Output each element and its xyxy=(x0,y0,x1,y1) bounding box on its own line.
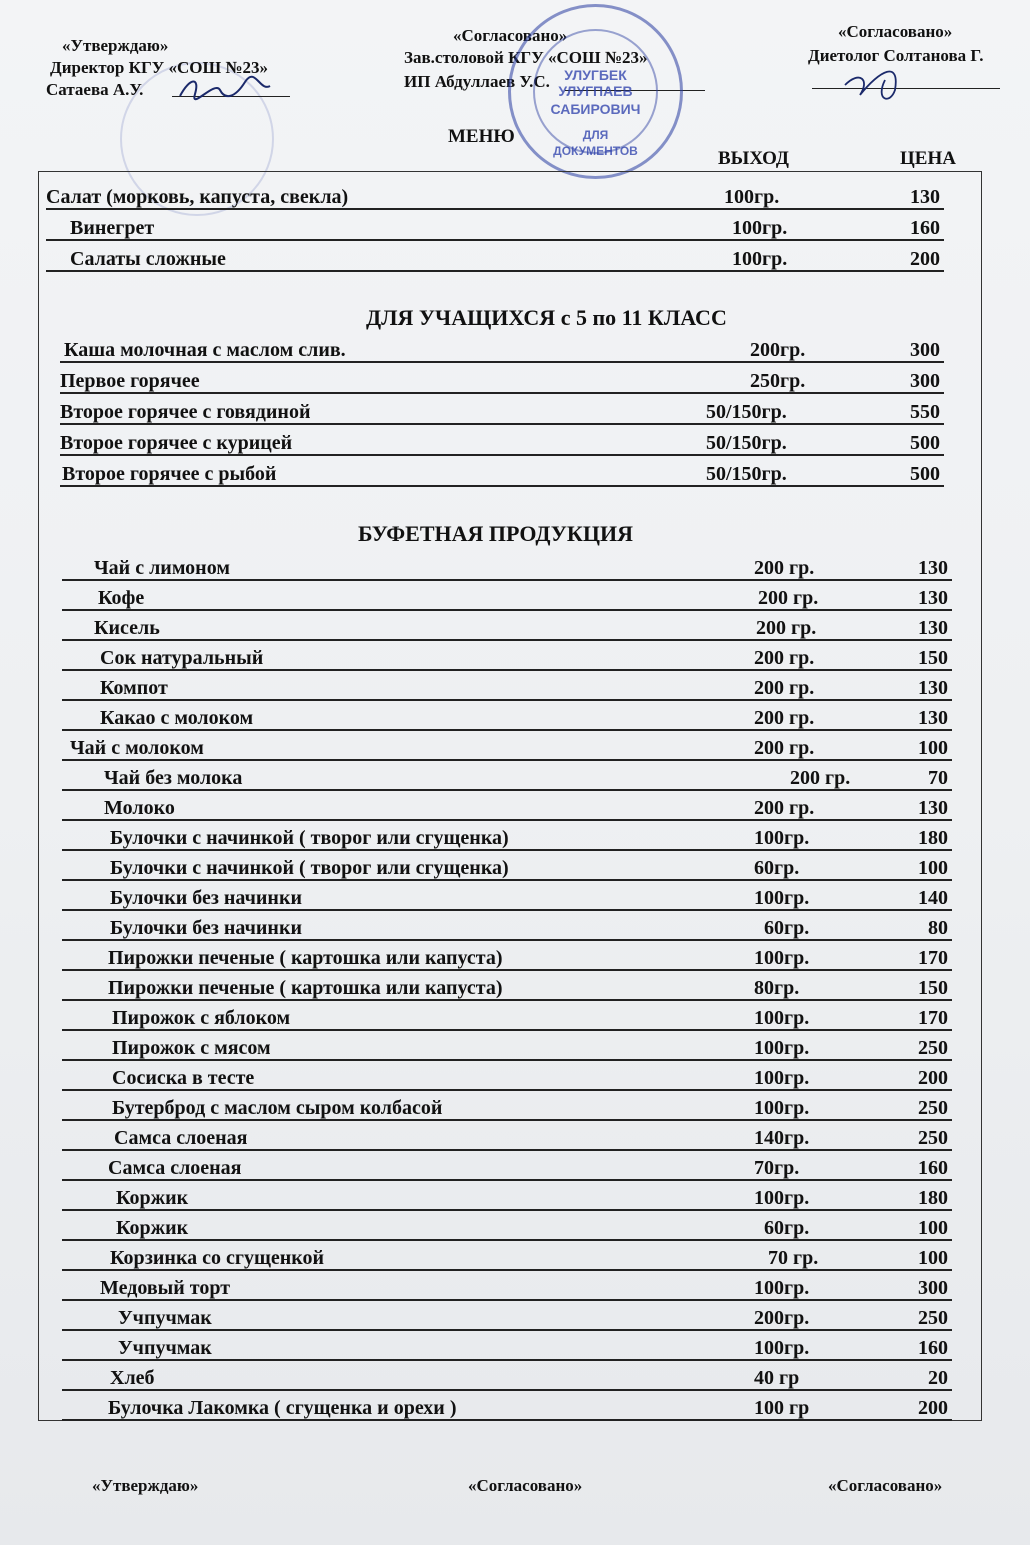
item-price: 200 xyxy=(918,1397,948,1419)
item-name: Винегрет xyxy=(70,217,155,239)
item-name: Чай без молока xyxy=(104,767,243,789)
item-price: 170 xyxy=(918,1007,948,1029)
item-price: 300 xyxy=(910,339,940,361)
item-name: Учпучмак xyxy=(118,1307,212,1329)
item-weight: 200 гр. xyxy=(754,737,815,759)
item-price: 20 xyxy=(928,1367,948,1389)
item-price: 300 xyxy=(918,1277,948,1299)
item-weight: 100гр. xyxy=(754,1007,810,1029)
item-price: 100 xyxy=(918,737,948,759)
item-weight: 100 гр xyxy=(754,1397,810,1419)
menu-row xyxy=(62,791,952,821)
item-weight: 200 гр. xyxy=(758,587,819,609)
item-weight: 140гр. xyxy=(754,1127,810,1149)
item-weight: 60гр. xyxy=(754,857,800,879)
item-weight: 200гр. xyxy=(754,1307,810,1329)
dietitian-signature xyxy=(840,50,920,110)
item-name: Пирожок с мясом xyxy=(112,1037,271,1059)
item-weight: 100гр. xyxy=(732,248,788,270)
item-name: Салат (морковь, капуста, свекла) xyxy=(46,186,349,208)
menu-row xyxy=(46,242,944,272)
footer-approve: «Утверждаю» xyxy=(92,1476,199,1495)
menu-title: МЕНЮ xyxy=(448,126,515,147)
buffet-section-title: БУФЕТНАЯ ПРОДУКЦИЯ xyxy=(358,521,633,546)
students-section-title: ДЛЯ УЧАЩИХСЯ с 5 по 11 КЛАСС xyxy=(366,305,727,330)
item-weight: 200 гр. xyxy=(754,677,815,699)
item-price: 130 xyxy=(918,707,948,729)
menu-row xyxy=(62,1031,952,1061)
approve-block xyxy=(62,36,168,56)
item-name: Чай с лимоном xyxy=(94,557,230,579)
item-price: 70 xyxy=(928,767,948,789)
item-name: Кисель xyxy=(94,617,160,639)
item-price: 130 xyxy=(918,617,948,639)
item-weight: 250гр. xyxy=(750,370,806,392)
menu-row xyxy=(62,1211,952,1241)
item-weight: 100гр. xyxy=(754,1037,810,1059)
item-weight: 100гр. xyxy=(754,1067,810,1089)
item-name: Второе горячее с говядиной xyxy=(60,401,311,423)
item-price: 500 xyxy=(910,432,940,454)
dietitian: Диетолог Солтанова Г. xyxy=(808,46,984,65)
item-weight: 50/150гр. xyxy=(706,463,787,485)
item-price: 160 xyxy=(910,217,940,239)
item-price: 100 xyxy=(918,857,948,879)
item-price: 250 xyxy=(918,1097,948,1119)
item-price: 160 xyxy=(918,1157,948,1179)
agreed-title-right: «Согласовано» xyxy=(838,22,953,41)
menu-row xyxy=(62,1151,952,1181)
item-name: Самса слоеная xyxy=(108,1157,242,1179)
item-price: 180 xyxy=(918,1187,948,1209)
item-price: 550 xyxy=(910,401,940,423)
menu-row xyxy=(62,611,952,641)
item-weight: 200гр. xyxy=(750,339,806,361)
menu-row xyxy=(62,551,952,581)
item-weight: 100гр. xyxy=(754,1277,810,1299)
item-price: 250 xyxy=(918,1037,948,1059)
item-weight: 200 гр. xyxy=(754,797,815,819)
item-weight: 40 гр xyxy=(754,1367,800,1389)
item-weight: 100гр. xyxy=(732,217,788,239)
item-weight: 100гр. xyxy=(754,1337,810,1359)
menu-row xyxy=(62,1391,952,1421)
agreed-title-center: «Согласовано» xyxy=(453,26,568,45)
footer-agreed-right: «Согласовано» xyxy=(828,1476,943,1495)
menu-row xyxy=(62,1121,952,1151)
menu-row xyxy=(62,851,952,881)
menu-row xyxy=(62,1001,952,1031)
item-name: Пирожок с яблоком xyxy=(112,1007,291,1029)
item-weight: 80гр. xyxy=(754,977,800,999)
canteen-head-name: ИП Абдуллаев У.С. xyxy=(404,72,550,91)
menu-row xyxy=(46,180,944,210)
menu-row xyxy=(62,701,952,731)
approve-director: Директор КГУ «СОШ №23» xyxy=(50,58,268,77)
item-price: 200 xyxy=(910,248,940,270)
item-weight: 100гр. xyxy=(754,827,810,849)
item-price: 100 xyxy=(918,1247,948,1269)
item-name: Бутерброд с маслом сыром колбасой xyxy=(112,1097,443,1119)
item-price: 180 xyxy=(918,827,948,849)
menu-row xyxy=(60,426,944,456)
menu-row xyxy=(62,1361,952,1391)
item-name: Самса слоеная xyxy=(114,1127,248,1149)
item-weight: 70гр. xyxy=(754,1157,800,1179)
item-weight: 100гр. xyxy=(754,947,810,969)
item-name: Учпучмак xyxy=(118,1337,212,1359)
item-price: 130 xyxy=(918,557,948,579)
item-name: Какао с молоком xyxy=(100,707,254,729)
column-weight-header: ВЫХОД xyxy=(718,148,789,169)
item-name: Булочки без начинки xyxy=(110,917,303,939)
canteen-head: Зав.столовой КГУ «СОШ №23» xyxy=(404,48,648,67)
item-price: 130 xyxy=(918,587,948,609)
item-name: Молоко xyxy=(104,797,175,819)
menu-row xyxy=(62,1181,952,1211)
item-name: Медовый торт xyxy=(100,1277,231,1299)
item-name: Булочка Лакомка ( сгущенка и орехи ) xyxy=(108,1397,457,1419)
menu-row xyxy=(60,364,944,394)
item-name: Чай с молоком xyxy=(70,737,204,759)
item-price: 160 xyxy=(918,1337,948,1359)
menu-row xyxy=(62,1271,952,1301)
menu-row xyxy=(62,1301,952,1331)
item-name: Компот xyxy=(100,677,168,699)
item-weight: 100гр. xyxy=(754,1187,810,1209)
item-price: 150 xyxy=(918,977,948,999)
menu-row xyxy=(46,211,944,241)
footer-agreed-center: «Согласовано» xyxy=(468,1476,583,1495)
item-weight: 100гр. xyxy=(724,186,780,208)
menu-row xyxy=(60,395,944,425)
item-name: Корзинка со сгущенкой xyxy=(110,1247,325,1269)
column-price-header: ЦЕНА xyxy=(900,148,956,169)
menu-row xyxy=(62,761,952,791)
item-weight: 200 гр. xyxy=(790,767,851,789)
item-weight: 50/150гр. xyxy=(706,401,787,423)
item-price: 500 xyxy=(910,463,940,485)
menu-row xyxy=(62,941,952,971)
item-weight: 70 гр. xyxy=(768,1247,819,1269)
menu-row xyxy=(62,1091,952,1121)
item-name: Булочки с начинкой ( творог или сгущенка) xyxy=(110,857,509,879)
item-name: Салаты сложные xyxy=(70,248,226,270)
item-name: Сосиска в тесте xyxy=(112,1067,255,1089)
item-weight: 60гр. xyxy=(764,917,810,939)
item-price: 150 xyxy=(918,647,948,669)
item-name: Первое горячее xyxy=(60,370,200,392)
item-weight: 100гр. xyxy=(754,1097,810,1119)
menu-row xyxy=(62,671,952,701)
item-weight: 200 гр. xyxy=(756,617,817,639)
menu-row xyxy=(62,731,952,761)
item-weight: 200 гр. xyxy=(754,557,815,579)
menu-row xyxy=(60,333,944,363)
item-name: Коржик xyxy=(116,1217,189,1239)
item-weight: 50/150гр. xyxy=(706,432,787,454)
item-name: Хлеб xyxy=(110,1367,155,1389)
item-name: Булочки без начинки xyxy=(110,887,303,909)
item-name: Каша молочная с маслом слив. xyxy=(64,339,346,361)
item-name: Пирожки печеные ( картошка или капуста) xyxy=(108,977,503,999)
menu-row xyxy=(62,881,952,911)
menu-row xyxy=(62,821,952,851)
item-price: 200 xyxy=(918,1067,948,1089)
menu-row xyxy=(62,1061,952,1091)
approve-title: «Утверждаю» xyxy=(62,36,169,55)
menu-row xyxy=(60,457,944,487)
menu-row xyxy=(62,1241,952,1271)
official-stamp: УЛУГБЕК УЛУГПАЕВ САБИРОВИЧ ДЛЯ ДОКУМЕНТОВ xyxy=(508,4,683,179)
item-name: Кофе xyxy=(98,587,145,609)
item-name: Коржик xyxy=(116,1187,189,1209)
item-price: 170 xyxy=(918,947,948,969)
item-price: 130 xyxy=(918,677,948,699)
menu-row xyxy=(62,581,952,611)
item-price: 300 xyxy=(910,370,940,392)
item-name: Второе горячее с рыбой xyxy=(62,463,277,485)
item-weight: 200 гр. xyxy=(754,647,815,669)
item-price: 250 xyxy=(918,1307,948,1329)
menu-row xyxy=(62,911,952,941)
item-weight: 200 гр. xyxy=(754,707,815,729)
item-price: 100 xyxy=(918,1217,948,1239)
item-price: 250 xyxy=(918,1127,948,1149)
menu-row xyxy=(62,971,952,1001)
item-price: 130 xyxy=(910,186,940,208)
item-price: 80 xyxy=(928,917,948,939)
item-name: Второе горячее с курицей xyxy=(60,432,293,454)
item-price: 130 xyxy=(918,797,948,819)
item-price: 140 xyxy=(918,887,948,909)
director-signature xyxy=(175,72,275,104)
menu-row xyxy=(62,1331,952,1361)
item-weight: 60гр. xyxy=(764,1217,810,1239)
item-name: Булочки с начинкой ( творог или сгущенка) xyxy=(110,827,509,849)
item-weight: 100гр. xyxy=(754,887,810,909)
item-name: Сок натуральный xyxy=(100,647,264,669)
menu-row xyxy=(62,641,952,671)
approve-name: Сатаева А.У. xyxy=(46,80,144,99)
item-name: Пирожки печеные ( картошка или капуста) xyxy=(108,947,503,969)
